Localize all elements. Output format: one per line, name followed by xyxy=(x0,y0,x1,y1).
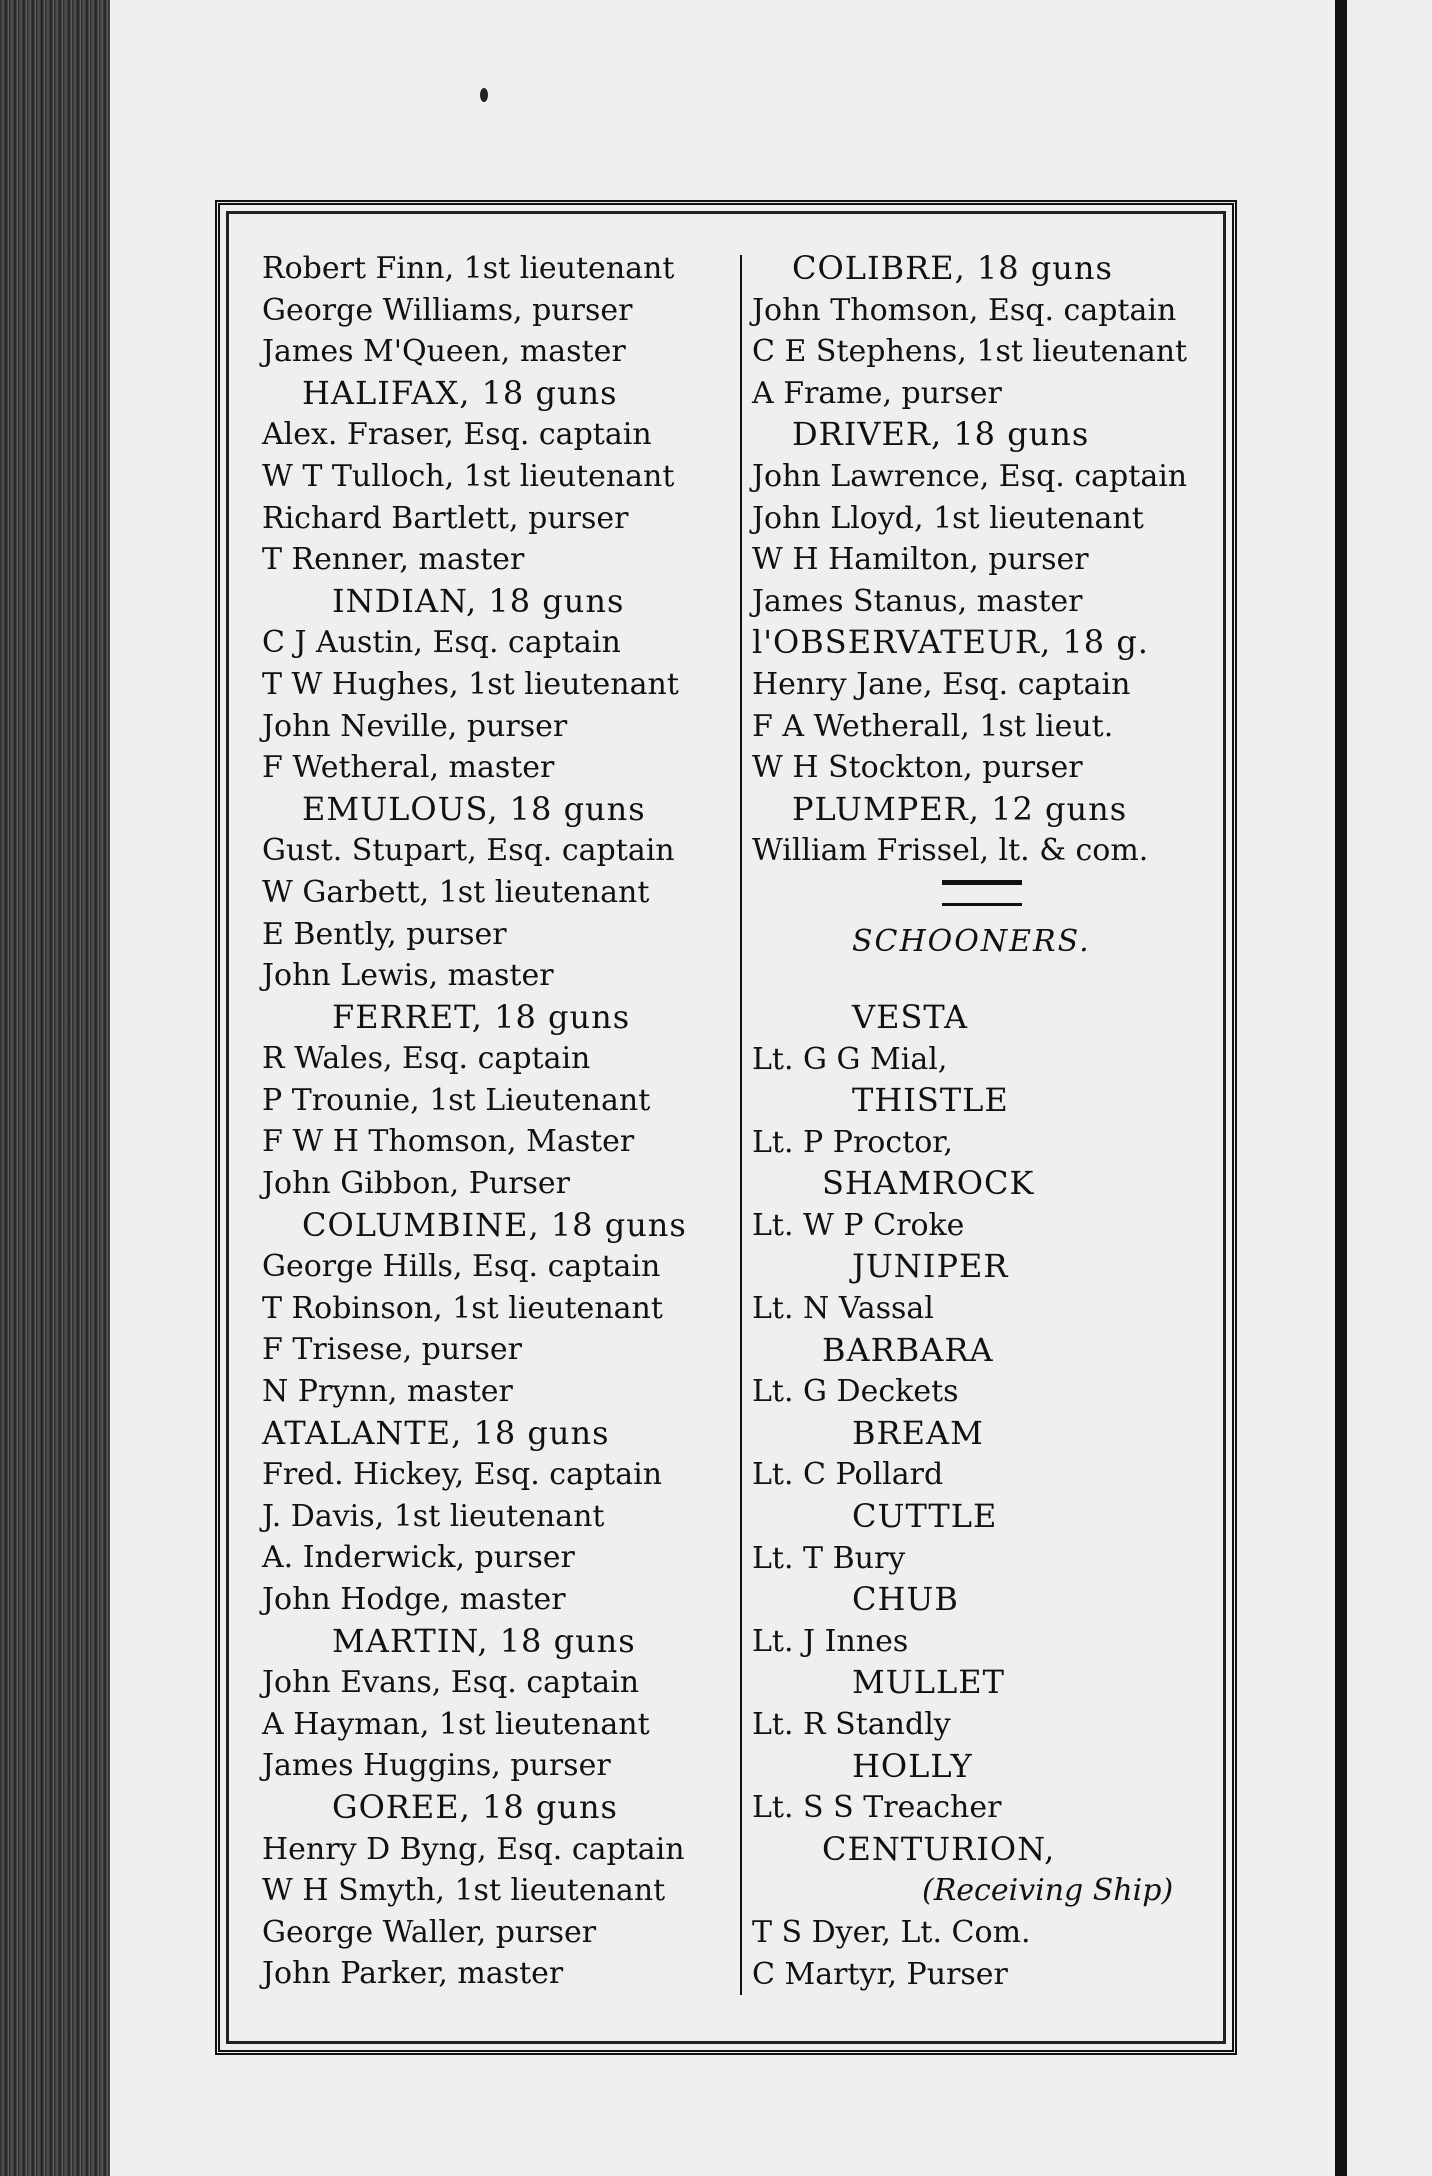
ink-blot xyxy=(480,88,488,102)
officer-entry: Lt. G Deckets xyxy=(752,1374,959,1410)
ship-note: (Receiving Ship) xyxy=(922,1873,1174,1909)
officer-entry: A. Inderwick, purser xyxy=(262,1540,575,1576)
officer-entry: W Garbett, 1st lieutenant xyxy=(262,874,650,910)
officer-entry: E Bently, purser xyxy=(262,916,507,952)
officer-entry: Lt. T Bury xyxy=(752,1540,906,1576)
right-column xyxy=(752,248,1214,1995)
officer-entry: Lt. N Vassal xyxy=(752,1291,934,1327)
next-page-edge xyxy=(1335,0,1432,2176)
officer-entry: John Parker, master xyxy=(262,1956,564,1992)
book-fore-edge xyxy=(0,0,110,2176)
ship-heading: THISTLE xyxy=(852,1081,1009,1120)
officer-entry: John Neville, purser xyxy=(262,708,568,744)
ship-heading: EMULOUS, 18 guns xyxy=(302,789,646,828)
officer-entry: F Trisese, purser xyxy=(262,1332,523,1368)
officer-entry: F W H Thomson, Master xyxy=(262,1124,635,1160)
officer-entry: James Huggins, purser xyxy=(262,1748,611,1784)
officer-entry: John Lawrence, Esq. captain xyxy=(752,458,1188,494)
ship-heading: VESTA xyxy=(852,997,969,1036)
ship-heading: SHAMROCK xyxy=(822,1164,1035,1203)
officer-entry: F A Wetherall, 1st lieut. xyxy=(752,708,1114,744)
ship-heading: CHUB xyxy=(852,1580,959,1619)
officer-entry: Richard Bartlett, purser xyxy=(262,500,629,536)
ship-heading: GOREE, 18 guns xyxy=(332,1787,618,1826)
officer-entry: Henry Jane, Esq. captain xyxy=(752,666,1131,702)
officer-entry: R Wales, Esq. captain xyxy=(262,1041,591,1077)
right-column-ship-list xyxy=(752,248,1214,872)
officer-entry: Lt. C Pollard xyxy=(752,1457,944,1493)
ship-heading: MARTIN, 18 guns xyxy=(332,1621,636,1660)
officer-entry: T W Hughes, 1st lieutenant xyxy=(262,666,679,702)
schooners-heading: SCHOONERS. xyxy=(852,923,1091,959)
ship-heading: HOLLY xyxy=(852,1746,973,1785)
ship-heading: CUTTLE xyxy=(852,1497,998,1536)
officer-entry: Lt. J Innes xyxy=(752,1623,909,1659)
officer-entry: W T Tulloch, 1st lieutenant xyxy=(262,458,675,494)
officer-entry: Robert Finn, 1st lieutenant xyxy=(262,251,675,286)
schooners-list xyxy=(752,997,1214,1995)
officer-entry: Fred. Hickey, Esq. captain xyxy=(262,1457,663,1493)
officer-entry: F Wetheral, master xyxy=(262,750,555,786)
officer-entry: W H Stockton, purser xyxy=(752,750,1083,786)
ship-heading: COLIBRE, 18 guns xyxy=(792,249,1113,287)
officer-entry: Lt. W P Croke xyxy=(752,1207,965,1243)
officer-entry: Gust. Stupart, Esq. captain xyxy=(262,833,675,869)
officer-entry: Lt. R Standly xyxy=(752,1707,951,1742)
ship-heading: COLUMBINE, 18 guns xyxy=(302,1205,687,1244)
officer-entry: John Hodge, master xyxy=(262,1582,566,1617)
ship-heading: MULLET xyxy=(852,1663,1005,1702)
officer-entry: T Renner, master xyxy=(262,542,525,578)
ship-heading: PLUMPER, 12 guns xyxy=(792,789,1128,828)
officer-entry: T Robinson, 1st lieutenant xyxy=(262,1290,663,1326)
officer-entry: C Martyr, Purser xyxy=(752,1956,1008,1992)
officer-entry: A Hayman, 1st lieutenant xyxy=(262,1706,650,1742)
officer-entry: Lt. S S Treacher xyxy=(752,1790,1002,1826)
officer-entry: W H Hamilton, purser xyxy=(752,542,1089,578)
officer-entry: C E Stephens, 1st lieutenant xyxy=(752,334,1188,370)
officer-entry: A Frame, purser xyxy=(752,375,1002,411)
ship-heading: INDIAN, 18 guns xyxy=(332,581,625,620)
officer-entry: John Gibbon, Purser xyxy=(262,1166,571,1202)
ship-heading: BARBARA xyxy=(822,1330,994,1369)
ship-heading: HALIFAX, 18 guns xyxy=(302,373,618,412)
ship-heading: ATALANTE, 18 guns xyxy=(262,1413,610,1452)
ship-heading: BREAM xyxy=(852,1413,984,1452)
column-divider xyxy=(740,255,742,1995)
section-rule xyxy=(942,880,1022,906)
ship-heading: CENTURION, xyxy=(822,1829,1056,1868)
officer-entry: Lt. G G Mial, xyxy=(752,1041,948,1077)
officer-entry: George Williams, purser xyxy=(262,292,633,328)
officer-entry: T S Dyer, Lt. Com. xyxy=(752,1914,1031,1950)
left-column xyxy=(262,248,732,1995)
officer-entry: W H Smyth, 1st lieutenant xyxy=(262,1873,666,1909)
officer-entry: Lt. P Proctor, xyxy=(752,1124,953,1160)
officer-entry: John Lloyd, 1st lieutenant xyxy=(752,500,1144,536)
officer-entry: John Thomson, Esq. captain xyxy=(752,292,1177,328)
officer-entry: Henry D Byng, Esq. captain xyxy=(262,1831,685,1867)
officer-entry: George Hills, Esq. captain xyxy=(262,1249,661,1285)
officer-entry: P Trounie, 1st Lieutenant xyxy=(262,1082,651,1118)
officer-entry: John Evans, Esq. captain xyxy=(262,1665,640,1701)
officer-entry: C J Austin, Esq. captain xyxy=(262,625,621,661)
officer-entry: George Waller, purser xyxy=(262,1914,597,1950)
officer-entry: James Stanus, master xyxy=(752,583,1083,619)
officer-entry: N Prynn, master xyxy=(262,1374,513,1410)
ship-heading: FERRET, 18 guns xyxy=(332,997,631,1036)
ship-heading: DRIVER, 18 guns xyxy=(792,415,1090,454)
officer-entry: James M'Queen, master xyxy=(262,334,626,370)
ship-heading: JUNIPER xyxy=(852,1247,1009,1286)
officer-entry: J. Davis, 1st lieutenant xyxy=(262,1498,605,1534)
ship-heading: l'OBSERVATEUR, 18 g. xyxy=(752,623,1149,662)
officer-entry: Alex. Fraser, Esq. captain xyxy=(262,417,652,453)
officer-entry: John Lewis, master xyxy=(262,958,554,994)
officer-entry: William Frissel, lt. & com. xyxy=(752,833,1149,869)
